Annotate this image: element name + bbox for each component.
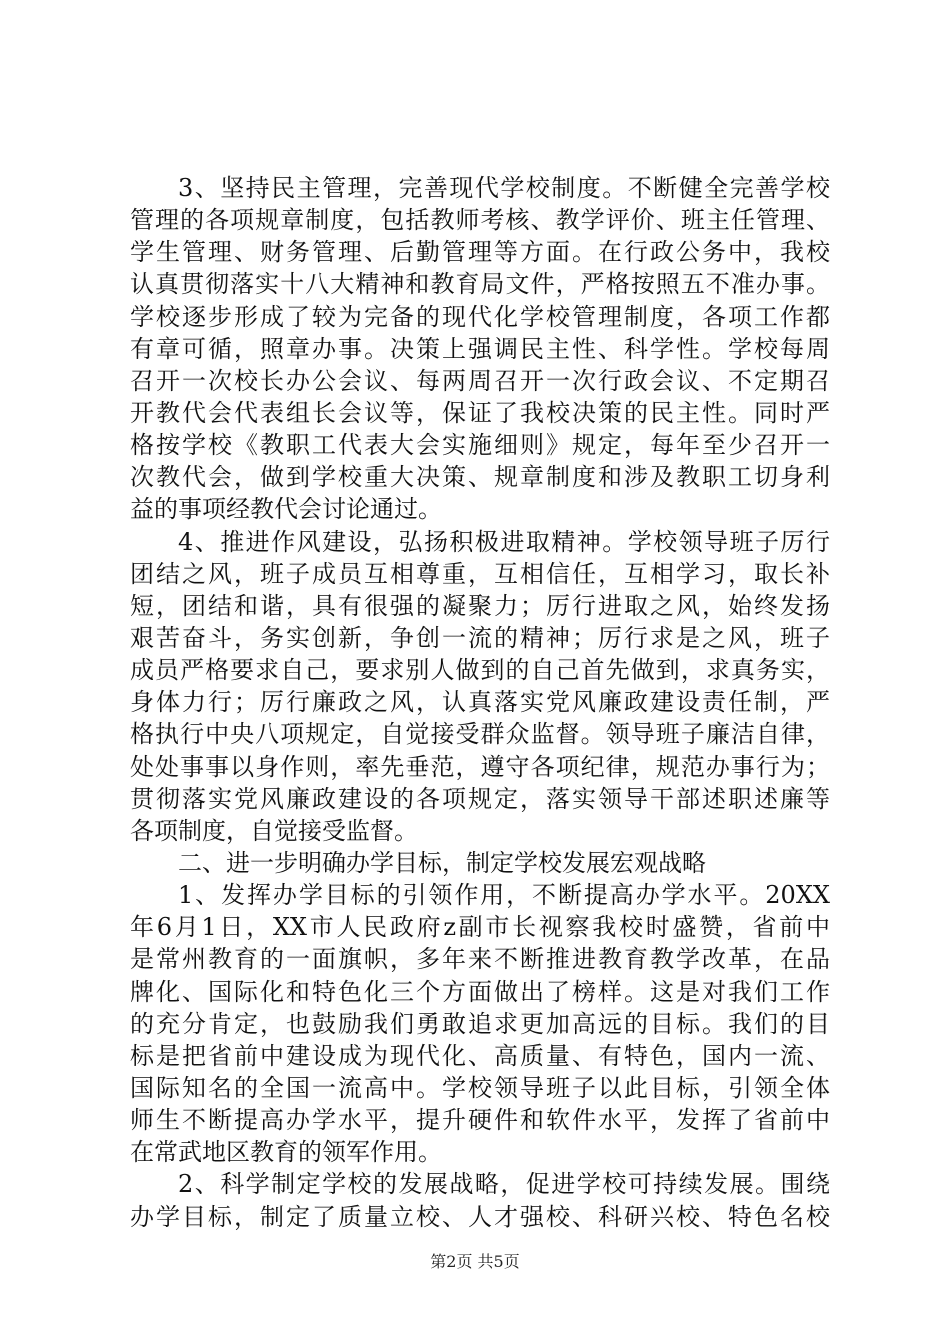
paragraph-s2-1-line-6: 标是把省前中建设成为现代化、高质量、有特色，国内一流、 — [130, 1041, 830, 1070]
paragraph-3-line-9: 格按学校《教职工代表大会实施细则》规定，每年至少召开一 — [130, 431, 830, 460]
paragraph-4-line-7: 格执行中央八项规定，自觉接受群众监督。领导班子廉洁自律， — [130, 720, 830, 749]
paragraph-s2-1-line-7: 国际知名的全国一流高中。学校领导班子以此目标，引领全体 — [130, 1073, 830, 1102]
paragraph-3-line-2: 管理的各项规章制度，包括教师考核、教学评价、班主任管理、 — [130, 206, 830, 235]
paragraph-s2-1-line-1: 1、发挥办学目标的引领作用，不断提高办学水平。20XX — [178, 881, 830, 910]
page-footer: 第2页 共5页 — [430, 1252, 520, 1271]
paragraph-4-line-6: 身体力行；厉行廉政之风，认真落实党风廉政建设责任制，严 — [130, 688, 830, 717]
paragraph-s2-1-line-4: 牌化、国际化和特色化三个方面做出了榜样。这是对我们工作 — [130, 977, 830, 1006]
paragraph-3-line-4: 认真贯彻落实十八大精神和教育局文件，严格按照五不准办事。 — [130, 270, 830, 299]
paragraph-4-line-10: 各项制度，自觉接受监督。 — [130, 816, 418, 845]
paragraph-3-line-8: 开教代会代表组长会议等，保证了我校决策的民主性。同时严 — [130, 398, 830, 427]
section-heading: 二、进一步明确办学目标，制定学校发展宏观战略 — [178, 848, 706, 877]
paragraph-4-line-4: 艰苦奋斗，务实创新，争创一流的精神；厉行求是之风，班子 — [130, 623, 830, 652]
paragraph-4-line-5: 成员严格要求自己，要求别人做到的自己首先做到，求真务实， — [130, 656, 830, 685]
paragraph-s2-1-line-2: 年6月1日，XX市人民政府z副市长视察我校时盛赞，省前中 — [130, 913, 830, 942]
paragraph-4-line-9: 贯彻落实党风廉政建设的各项规定，落实领导干部述职述廉等 — [130, 784, 830, 813]
paragraph-3-line-5: 学校逐步形成了较为完备的现代化学校管理制度，各项工作都 — [130, 302, 830, 331]
paragraph-3-line-1: 3、坚持民主管理，完善现代学校制度。不断健全完善学校 — [178, 174, 830, 202]
paragraph-s2-2-line-2: 办学目标，制定了质量立校、人才强校、科研兴校、特色名校 — [130, 1202, 830, 1231]
paragraph-s2-1-line-8: 师生不断提高办学水平，提升硬件和软件水平，发挥了省前中 — [130, 1106, 830, 1135]
paragraph-s2-2-line-1: 2、科学制定学校的发展战略，促进学校可持续发展。围绕 — [178, 1170, 830, 1199]
paragraph-4-line-3: 短，团结和谐，具有很强的凝聚力；厉行进取之风，始终发扬 — [130, 591, 830, 620]
paragraph-s2-1-line-3: 是常州教育的一面旗帜，多年来不断推进教育教学改革，在品 — [130, 945, 830, 974]
paragraph-3-line-3: 学生管理、财务管理、后勤管理等方面。在行政公务中，我校 — [130, 238, 830, 267]
paragraph-3-line-7: 召开一次校长办公会议、每两周召开一次行政会议、不定期召 — [130, 366, 830, 395]
paragraph-3-line-11: 益的事项经教代会讨论通过。 — [130, 495, 442, 524]
paragraph-3-line-10: 次教代会，做到学校重大决策、规章制度和涉及教职工切身利 — [130, 463, 830, 492]
body-text — [130, 172, 830, 1233]
paragraph-4-line-2: 团结之风，班子成员互相尊重，互相信任，互相学习，取长补 — [130, 559, 830, 588]
paragraph-4-line-8: 处处事事以身作则，率先垂范，遵守各项纪律，规范办事行为； — [130, 752, 830, 781]
paragraph-4-line-1: 4、推进作风建设，弘扬积极进取精神。学校领导班子厉行 — [178, 527, 830, 556]
paragraph-s2-1-line-9: 在常武地区教育的领军作用。 — [130, 1138, 442, 1167]
paragraph-s2-1-line-5: 的充分肯定，也鼓励我们勇敢追求更加高远的目标。我们的目 — [130, 1009, 830, 1038]
paragraph-3-line-6: 有章可循，照章办事。决策上强调民主性、科学性。学校每周 — [130, 334, 830, 363]
